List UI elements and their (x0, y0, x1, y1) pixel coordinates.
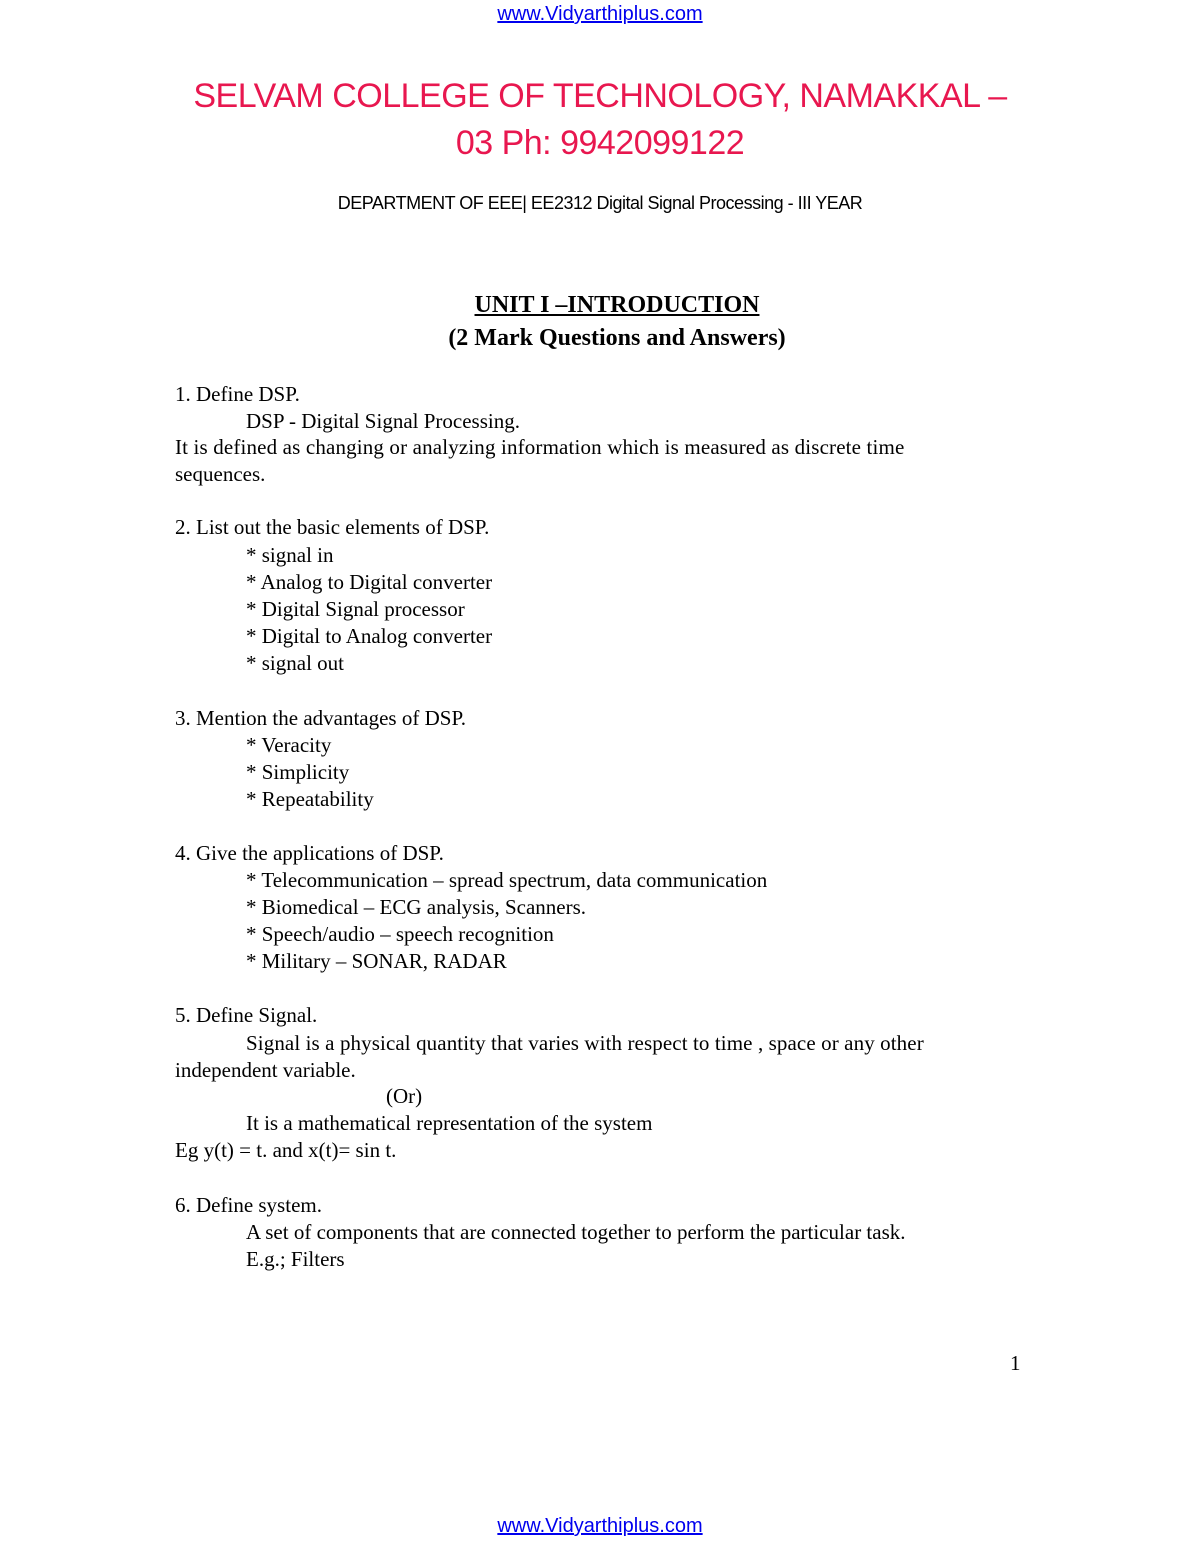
question-4: 4. Give the applications of DSP. (175, 841, 444, 865)
college-phone: 03 Ph: 9942099122 (455, 124, 745, 162)
list-item: * Military – SONAR, RADAR (246, 949, 507, 973)
list-item: * signal out (246, 651, 344, 675)
list-item: * Analog to Digital converter (246, 570, 493, 594)
header-link[interactable]: www.Vidyarthiplus.com (497, 3, 703, 25)
answer-5-line: It is a mathematical representation of the system (246, 1111, 653, 1135)
question-3: 3. Mention the advantages of DSP. (175, 706, 467, 730)
department-line: DEPARTMENT OF EEE| EE2312 Digital Signal Processing - III YEAR (337, 193, 863, 213)
answer-1-line: It is defined as changing or analyzing information which is measured as discrete time (175, 435, 905, 459)
list-item: * Digital Signal processor (246, 597, 465, 621)
question-6: 6. Define system. (175, 1193, 322, 1217)
or-label: (Or) (386, 1084, 423, 1108)
answer-6-line: A set of components that are connected together to perform the particular task. (246, 1220, 906, 1244)
answer-5-line: Signal is a physical quantity that varies with respect to time , space or any other (246, 1031, 924, 1055)
question-2: 2. List out the basic elements of DSP. (175, 515, 490, 539)
answer-1-line: sequences. (175, 462, 266, 486)
list-item: * Biomedical – ECG analysis, Scanners. (246, 895, 587, 919)
list-item: * Speech/audio – speech recognition (246, 922, 554, 946)
list-item: * Digital to Analog converter (246, 624, 493, 648)
page-number: 1 (1010, 1351, 1021, 1375)
list-item: * Telecommunication – spread spectrum, data communication (246, 868, 768, 892)
answer-5-line: independent variable. (175, 1058, 356, 1082)
unit-title: UNIT I –INTRODUCTION (474, 292, 760, 318)
answer-5-line: Eg y(t) = t. and x(t)= sin t. (175, 1138, 397, 1162)
list-item: * Simplicity (246, 760, 350, 784)
answer-1-line: DSP - Digital Signal Processing. (246, 409, 520, 433)
footer-link[interactable]: www.Vidyarthiplus.com (497, 1515, 703, 1537)
unit-subtitle: (2 Mark Questions and Answers) (448, 325, 786, 351)
list-item: * signal in (246, 543, 334, 567)
question-1: 1. Define DSP. (175, 382, 300, 406)
list-item: * Repeatability (246, 787, 374, 811)
answer-6-line: E.g.; Filters (246, 1247, 345, 1271)
college-name: SELVAM COLLEGE OF TECHNOLOGY, NAMAKKAL – (193, 77, 1007, 115)
question-5: 5. Define Signal. (175, 1003, 318, 1027)
list-item: * Veracity (246, 733, 332, 757)
